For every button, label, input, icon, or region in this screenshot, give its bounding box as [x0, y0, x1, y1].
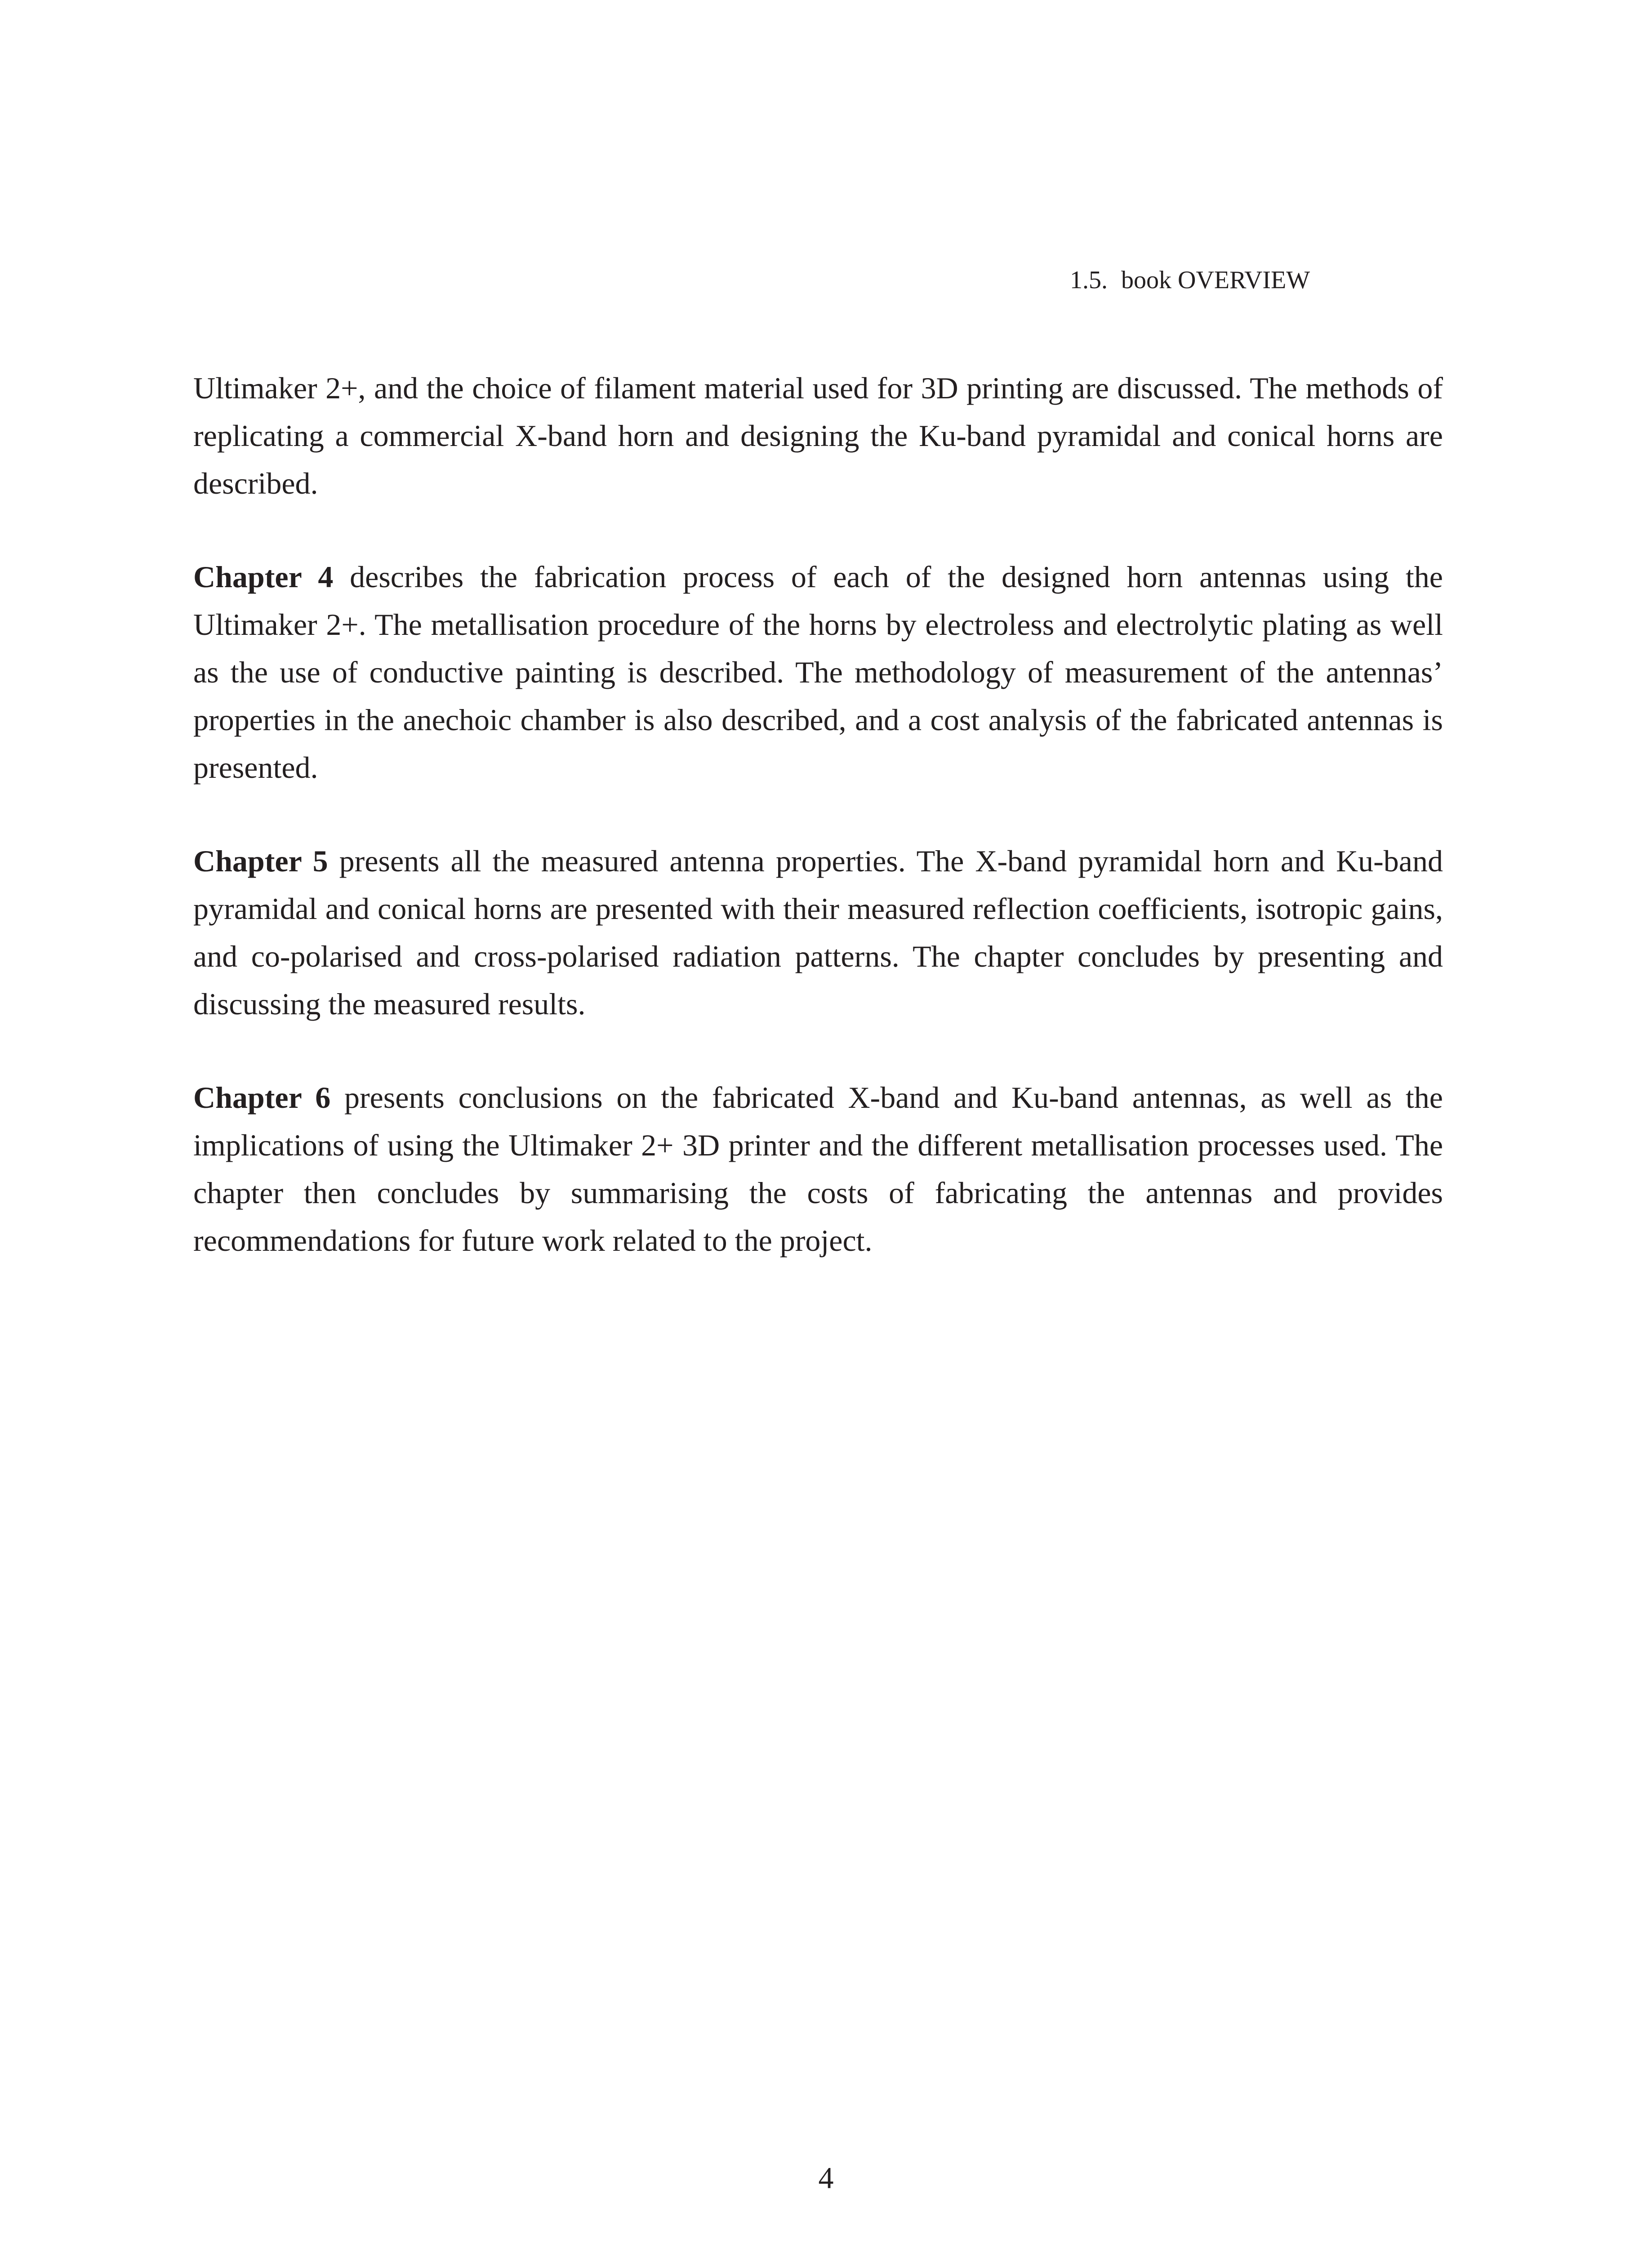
paragraph-chapter-5: [193, 837, 1443, 1028]
paragraph-chapter-4: [193, 553, 1443, 791]
page-number: 4: [818, 2161, 834, 2195]
paragraph-text: presents all the measured antenna properties. The X-band pyramidal horn and Ku-band pyramidal and conical horns are presented with their measured reflection coefficients, isotropic gains, and co-polarised and cross-polarised radiation patterns. The chapter concludes by presenting and discussing the measured results.: [193, 844, 1443, 1021]
chapter-lead: Chapter 5: [193, 844, 328, 878]
paragraph-text: describes the fabrication process of each of the designed horn antennas using the Ultimaker 2+. The metallisation procedure of the horns by electroless and electrolytic plating as well as the use of conductive painting is described. The methodology of measurement of the antennas’ properties in the anechoic chamber is also described, and a cost analysis of the fabricated antennas is presented.: [193, 560, 1443, 785]
paragraph-continuation: [193, 364, 1443, 507]
running-header: [1070, 268, 1310, 293]
chapter-lead: Chapter 4: [193, 560, 334, 594]
paragraph-chapter-6: [193, 1074, 1443, 1264]
section-title: book OVERVIEW: [1121, 266, 1310, 294]
paragraph-text: presents conclusions on the fabricated X-band and Ku-band antennas, as well as the implications of using the Ultimaker 2+ 3D printer and the different metallisation processes used. The chapter then concludes by summarising the costs of fabricating the antennas and provides recommendations for future work related to the project.: [193, 1080, 1443, 1258]
paragraph-text: Ultimaker 2+, and the choice of filament material used for 3D printing are discussed. The methods of replicating a commercial X-band horn and designing the Ku-band pyramidal and conical horns are described.: [193, 371, 1443, 500]
chapter-lead: Chapter 6: [193, 1080, 331, 1115]
section-number: 1.5.: [1070, 266, 1108, 294]
body-text: [193, 364, 1443, 1310]
